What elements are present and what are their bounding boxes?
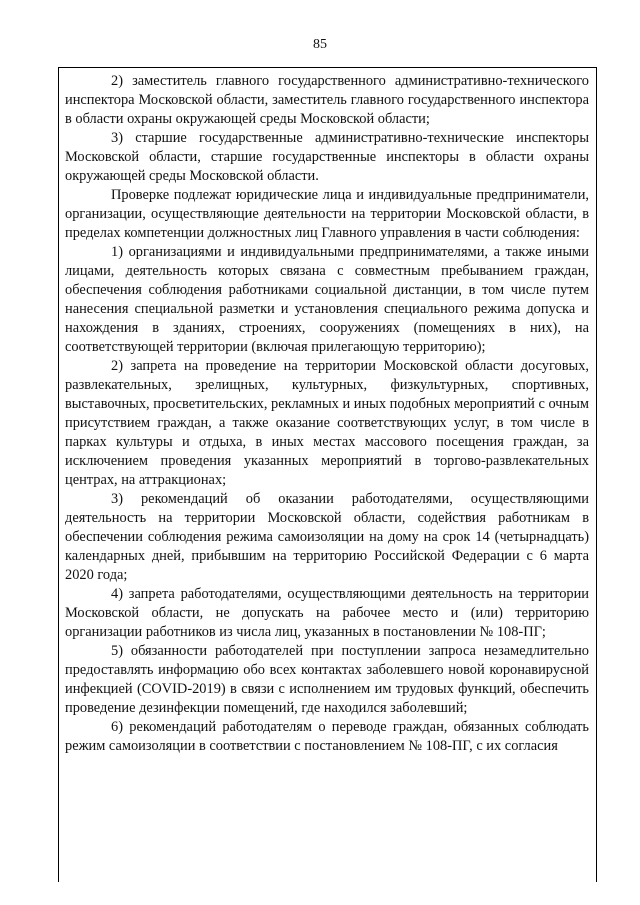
paragraph-item-6-remote-work: 6) рекомендаций работодателям о переводе граждан, обязанных соблюдать режим самоизоляции в соответствии с постановлением № 108-ПГ, с их согласия — [65, 719, 589, 754]
document-body — [59, 68, 596, 756]
paragraph-subjects-of-inspection: Проверке подлежат юридические лица и индивидуальные предприниматели, организации, осуществляющие деятельности на территории Московской области, в пределах компетенции должностных лиц Главного управления в части соблюдения: — [65, 187, 589, 241]
paragraph-item-5-employer-obligations: 5) обязанности работодателей при поступлении запроса незамедлительно предоставлять информацию обо всех контактах заболевшего новой коронавирусной инфекцией (COVID-2019) в связи с исполнением им трудовых функций, обеспечить проведение дезинфекции помещений, где находился заболевший; — [65, 643, 589, 716]
text-frame — [58, 67, 597, 882]
paragraph-item-3-self-isolation: 3) рекомендаций об оказании работодателями, осуществляющими деятельность на территории Московской области, содействия работникам в обеспечении соблюдения режима самоизоляции на дому на срок 14 (четырнадцать) календарных дней, прибывшим на территорию Российской Федерации с 6 марта 2020 года; — [65, 491, 589, 583]
paragraph-deputy-chief-inspector: 2) заместитель главного государственного административно-технического инспектора Московской области, заместитель главного государственного инспектора в области охраны окружающей среды Московской области; — [65, 73, 589, 127]
paragraph-item-2-events-ban: 2) запрета на проведение на территории Московской области досуговых, развлекательных, зрелищных, культурных, физкультурных, спортивных, выставочных, просветительских, рекламных и иных подобных мероприятий с очным присутствием граждан, а также оказание соответствующих услуг, в том числе в парках культуры и отдыха, в иных местах массового посещения граждан, за исключением проведения указанных мероприятий в торгово-развлекательных центрах, на аттракционах; — [65, 358, 590, 488]
page-number: 85 — [313, 37, 327, 52]
paragraph-item-1-social-distancing: 1) организациями и индивидуальными предпринимателями, а также иными лицами, деятельность которых связана с совместным пребыванием граждан, обеспечения соблюдения работниками социальной дистанции, в том числе путем нанесения специальной разметки и установления специального режима допуска и нахождения в зданиях, строениях, сооружениях (помещениях в них), на соответствующей территории (включая прилегающую территорию); — [65, 244, 589, 355]
paragraph-item-4-workplace-ban: 4) запрета работодателями, осуществляющими деятельность на территории Московской области, не допускать на рабочее место и (или) территорию организации работников из числа лиц, указанных в постановлении № 108-ПГ; — [65, 586, 589, 640]
paragraph-senior-inspectors: 3) старшие государственные административно-технические инспекторы Московской области, старшие государственные инспекторы в области охраны окружающей среды Московской области. — [65, 130, 589, 184]
